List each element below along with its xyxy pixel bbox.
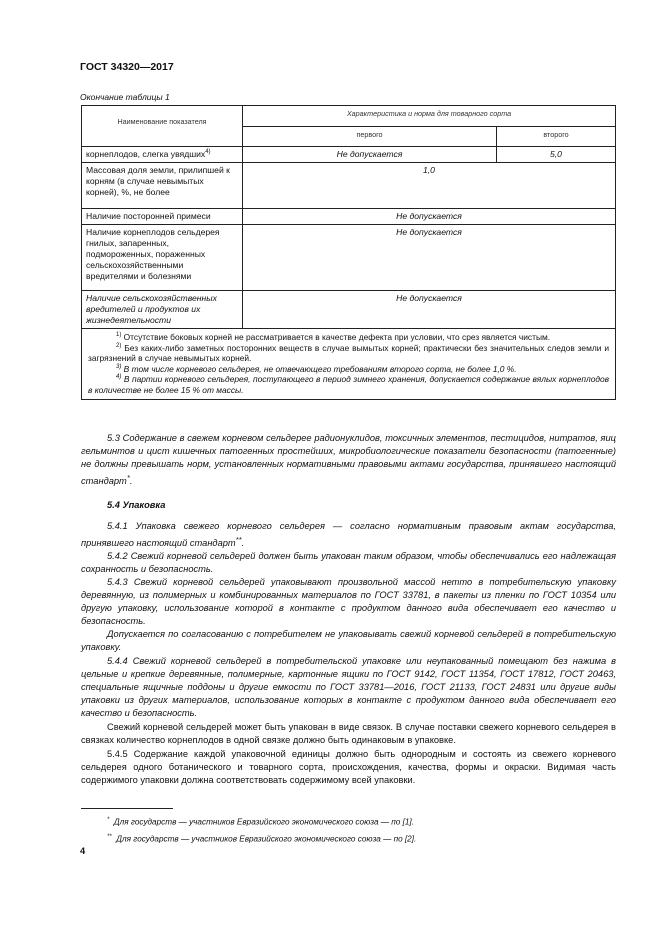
paragraph-5-4-2: 5.4.2 Свежий корневой сельдерей должен быть упакован таким образом, чтобы обеспечивались его надлежащая сохранность и безопасность.	[81, 551, 616, 575]
row-value: Не допускается	[243, 209, 616, 225]
paragraph-5-4-5: 5.4.5 Содержание каждой упаковочной единицы должно быть однородным и состоять из свежего корневого сельдерея одного ботанического и товарного сорта, происхождения, качества, формы и окраски. Видимая часть содержимого упаковки должна соответствовать содержимому всей упаковки.	[81, 749, 616, 786]
table-note: $^{1)}$ Отсутствие боковых корней не рассматривается в качестве дефекта при условии, что срез является чистым.	[116, 332, 551, 342]
section-heading-5-4: 5.4 Упаковка	[107, 500, 166, 511]
footnote-separator	[81, 808, 173, 809]
table-note: $^{3)}$ В том числе корневого сельдерея, не отвечающего требованиям второго сорта, не более 1,0 %.	[116, 363, 517, 374]
paragraph-5-4-4-bundles: Свежий корневой сельдерей может быть упакован в виде связок. В случае поставки свежего корневого сельдерея в связках количество корнеплодов в одной связке должно быть одинаковым в упаковке.	[81, 722, 616, 746]
table-row	[82, 209, 616, 225]
table-row	[82, 163, 616, 209]
footnotes	[81, 813, 616, 846]
page-number: 4	[80, 846, 86, 856]
quality-table	[81, 105, 616, 400]
paragraph-5-4-3-note: Допускается по согласованию с потребителем не упаковывать свежий корневой сельдерей в потребительскую упаковку.	[81, 629, 616, 653]
row-name: Наличие сельскохозяйственных вредителей и продуктов их жизнедеятельности	[82, 291, 243, 329]
paragraph-5-3: 5.3 Содержание в свежем корневом сельдерее радионуклидов, токсичных элементов, пестицидов, нитратов, яиц гельминтов и цист кишечных патогенных простейших, микробиологические показатели безопасности (патогенные) не должны превышать норм, установленных нормативными правовыми актами государства, принявшего настоящий стандарт*.	[81, 433, 616, 487]
row-name: Массовая доля земли, прилипшей к корням (в случае невымытых корней), %, не более	[82, 163, 243, 209]
row-name: Наличие корнеплодов сельдерея гнилых, запаренных, подмороженных, пораженных сельскохозяйственными вредителями и болезнями	[82, 225, 243, 291]
table-row	[82, 225, 616, 291]
header-indicator-name: Наименование показателя	[82, 106, 243, 147]
table-notes	[82, 329, 616, 400]
row-value-second: 5,0	[497, 147, 616, 163]
row-value: 1,0	[243, 163, 616, 209]
row-name: Наличие посторонней примеси	[82, 209, 243, 225]
table-row	[82, 291, 616, 329]
row-value-first: Не допускается	[243, 147, 497, 163]
paragraph-5-4-1: 5.4.1 Упаковка свежего корневого сельдерея — согласно нормативным правовым актам государства, принявшего настоящий стандарт**.	[81, 521, 616, 549]
paragraph-5-4-4: 5.4.4 Свежий корневой сельдерей в потребительской упаковке или неупакованный помещают без нажима в цельные и крепкие деревянные, полимерные, картонные ящики по ГОСТ 9142, ГОСТ 11354, ГОСТ 17812, ГОСТ 20463, специальные ящичные поддоны и другие емкости по ГОСТ 33781—2016, ГОСТ 21133, ГОСТ 24831 или другие виды упаковки из других материалов, использование которых в контакте с продуктом данного вида обеспечивает его качество и безопасность.	[81, 656, 616, 719]
footnote: * Для государств — участников Евразийского экономического союза — по [1].	[107, 817, 414, 827]
footnote: ** Для государств — участников Евразийского экономического союза — по [2].	[107, 833, 417, 844]
header-second-grade: второго	[497, 126, 616, 147]
header-first-grade: первого	[243, 126, 497, 147]
row-name: корнеплодов, слегка увядших$^{4)}$	[82, 147, 243, 163]
table-note: $^{4)}$ В партии корневого сельдерея, поступающего в период зимнего хранения, допускается содержание вялых корнеплодов в количестве не более 15 % от массы.	[88, 374, 610, 395]
document-header: ГОСТ 34320—2017	[80, 61, 174, 73]
paragraph-5-4-3: 5.4.3 Свежий корневой сельдерей упаковывают произвольной массой нетто в потребительскую упаковку деревянную, из полимерных и комбинированных материалов по ГОСТ 33781, в пакеты из пленки по ГОСТ 10354 или другую упаковку, использование которой в контакте с продуктом данного вида обеспечивает его качество и безопасность.	[81, 577, 616, 627]
row-value: Не допускается	[243, 291, 616, 329]
table-row	[82, 147, 616, 163]
document-body	[81, 432, 616, 787]
row-value: Не допускается	[243, 225, 616, 291]
table-note: $^{2)}$ Без каких-либо заметных посторонних веществ в случае вымытых корней; практически без значительных следов земли и загрязнений в случае невымытых корней.	[88, 342, 610, 364]
header-grade-group: Характеристика и норма для товарного сорта	[243, 106, 616, 127]
table-caption: Окончание таблицы 1	[80, 92, 170, 102]
